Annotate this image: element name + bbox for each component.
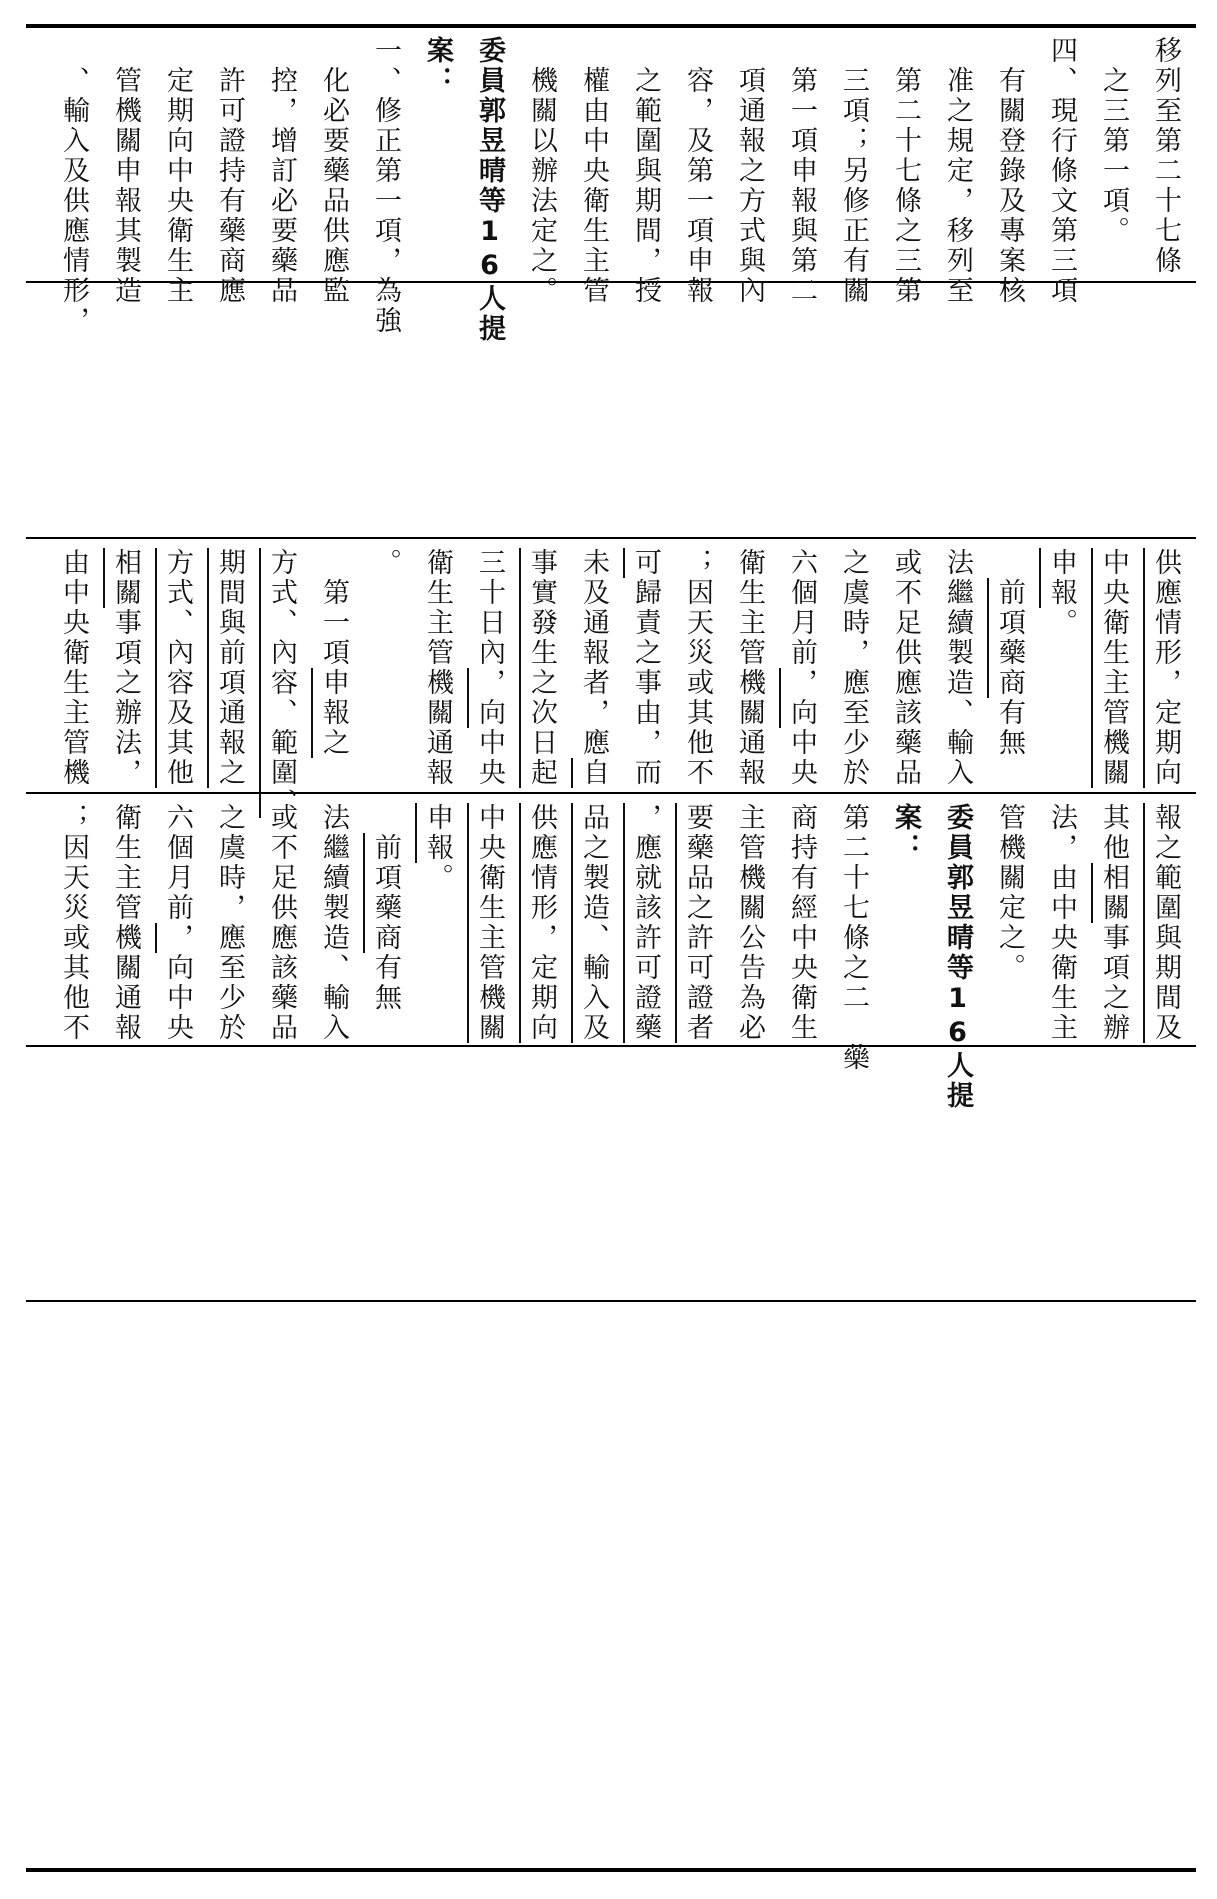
body-text xyxy=(994,548,1025,578)
text-line xyxy=(1035,548,1087,786)
text-line xyxy=(411,36,463,276)
underlined-text: 申報之 xyxy=(318,668,349,758)
body-text: 准之規定，移列至 xyxy=(942,36,973,306)
divider-3 xyxy=(26,792,1196,794)
body-text: 之虞時，應至少於 xyxy=(214,803,245,1043)
heading-text: 委員郭昱晴等16人提 xyxy=(474,36,505,344)
text-line xyxy=(619,36,671,306)
text-line xyxy=(723,803,775,1041)
body-text: 許可證持有藥商應 xyxy=(214,36,245,306)
text-line xyxy=(359,803,411,1041)
text-line xyxy=(983,36,1035,306)
text-line xyxy=(1087,36,1139,276)
text-line xyxy=(879,548,931,786)
text-line xyxy=(515,803,567,1041)
body-text: 中央 xyxy=(786,728,817,788)
body-text: 有無 xyxy=(370,953,401,1013)
text-line xyxy=(1139,36,1191,276)
text-line xyxy=(827,548,879,786)
underlined-text: ，向 xyxy=(786,668,817,728)
top-rule xyxy=(26,24,1196,28)
text-line xyxy=(203,548,255,786)
body-text: 或不足供應該藥品 xyxy=(890,548,921,788)
text-line xyxy=(307,36,359,306)
body-text: 衛生主管機關通報 xyxy=(110,803,141,1043)
text-line xyxy=(307,548,359,786)
text-line xyxy=(827,36,879,306)
text-line xyxy=(255,803,307,1041)
body-text: 三十日內 xyxy=(474,548,505,668)
text-line xyxy=(723,36,775,306)
body-text: 三項；另修正有關 xyxy=(838,36,869,306)
body-text: 之範圍與期間，授 xyxy=(630,36,661,306)
text-line xyxy=(567,803,619,1041)
body-text: 控，增訂必要藥品 xyxy=(266,36,297,306)
text-line xyxy=(827,803,879,1073)
text-line xyxy=(775,803,827,1041)
text-line xyxy=(463,36,515,344)
underlined-text: 供應情形，定期向 xyxy=(1150,548,1181,788)
underlined-text: ，向 xyxy=(474,668,505,728)
text-line xyxy=(567,36,619,306)
text-line xyxy=(619,548,671,786)
bottom-rule xyxy=(26,1868,1196,1872)
body-text: 第一項申報與第二 xyxy=(786,36,817,306)
body-text: 第二十七條之三第 xyxy=(890,36,921,306)
text-line xyxy=(99,36,151,306)
underlined-text: 期間與前項通報之 xyxy=(214,548,245,788)
text-line xyxy=(255,548,307,818)
text-line xyxy=(151,803,203,1041)
text-line xyxy=(1035,803,1087,1041)
underlined-text: 前項藥商 xyxy=(994,578,1025,698)
body-text: 權由中央衛生主管 xyxy=(578,36,609,306)
text-line xyxy=(879,803,931,1041)
text-line xyxy=(775,36,827,306)
text-line xyxy=(931,803,983,1111)
text-line xyxy=(931,36,983,306)
body-text: 由中央衛生主管機 xyxy=(58,548,89,788)
text-line xyxy=(463,548,515,786)
text-line xyxy=(775,548,827,786)
text-line xyxy=(47,548,99,786)
underlined-text: 相關 xyxy=(1098,863,1129,923)
text-line xyxy=(619,803,671,1041)
body-text: 歸責之事由，而 xyxy=(630,578,661,788)
text-line xyxy=(1087,548,1139,786)
underlined-text: 要藥品之許可證者 xyxy=(682,803,713,1043)
heading-text: 案： xyxy=(422,36,453,96)
body-text: 法，由中央衛生主 xyxy=(1046,803,1077,1043)
text-line xyxy=(1035,36,1087,306)
text-line xyxy=(359,548,411,786)
body-text: 管機關申報其製造 xyxy=(110,36,141,306)
underlined-text: 事實發生之次日起 xyxy=(526,548,557,788)
underlined-text: 中央衛生主管機關 xyxy=(1098,548,1129,788)
body-text: 衛生主管機關通報 xyxy=(734,548,765,788)
body-text: ；因天災或其他不 xyxy=(58,803,89,1043)
body-text: 第一項 xyxy=(318,548,349,668)
text-line xyxy=(47,36,99,336)
text-line xyxy=(151,548,203,786)
underlined-text: 中央衛生主管機關 xyxy=(474,803,505,1043)
text-block-upper-right xyxy=(41,36,1191,344)
body-text: 事項之辦 xyxy=(1098,923,1129,1043)
text-line xyxy=(203,36,255,306)
underlined-text: 方式、內容及其他 xyxy=(162,548,193,788)
heading-text: 委員郭昱晴等16人提 xyxy=(942,803,973,1111)
body-text: 未及通報者，應 xyxy=(578,548,609,758)
body-text: 六個月前 xyxy=(162,803,193,923)
text-block-middle-right xyxy=(41,548,1191,818)
body-text: 向中央 xyxy=(162,953,193,1043)
body-text: 。 xyxy=(422,863,453,893)
underlined-text: 供應情形，定期向 xyxy=(526,803,557,1043)
text-line xyxy=(463,803,515,1041)
text-line xyxy=(1139,548,1191,786)
text-line xyxy=(567,548,619,786)
body-text: 之三第一項。 xyxy=(1098,36,1129,246)
body-text: 衛生主管機關通報 xyxy=(422,548,453,788)
underlined-text: 前項藥商 xyxy=(370,833,401,953)
underlined-text: ， xyxy=(162,923,193,953)
underlined-text: 報之範圍與期間及 xyxy=(1150,803,1181,1043)
text-line xyxy=(671,36,723,306)
text-line xyxy=(983,548,1035,786)
underlined-text: 方式、內容、範圍、 xyxy=(266,548,297,818)
text-line xyxy=(671,548,723,786)
underlined-text: 自 xyxy=(578,758,609,788)
body-text: 第二十七條之二 藥 xyxy=(838,803,869,1073)
underlined-text: 申報 xyxy=(1046,548,1077,608)
underlined-text: 品之製造、輸入及 xyxy=(578,803,609,1043)
underlined-text: ，應就該許可證藥 xyxy=(630,803,661,1043)
body-text: 容，及第一項申報 xyxy=(682,36,713,306)
text-line xyxy=(515,36,567,306)
text-line xyxy=(99,803,151,1041)
body-text: 、輸入及供應情形， xyxy=(58,36,89,336)
text-line xyxy=(515,548,567,786)
text-line xyxy=(671,803,723,1041)
body-text: 事項之辦法， xyxy=(110,608,141,788)
body-text: 化必要藥品供應監 xyxy=(318,36,349,306)
body-text: 一、修正第一項，為強 xyxy=(370,36,401,336)
body-text: ；因天災或其他不 xyxy=(682,548,713,788)
body-text: 或不足供應該藥品 xyxy=(266,803,297,1043)
body-text: 四、現行條文第三項 xyxy=(1046,36,1077,306)
body-text: 。 xyxy=(370,548,401,578)
body-text: 有無 xyxy=(994,698,1025,758)
body-text xyxy=(370,803,401,833)
underlined-text: 申報 xyxy=(422,803,453,863)
body-text: 其他 xyxy=(1098,803,1129,863)
body-text: 有關登錄及專案核 xyxy=(994,36,1025,306)
body-text: 六個月前 xyxy=(786,548,817,668)
body-text: 管機關定之。 xyxy=(994,803,1025,983)
body-text: 。 xyxy=(1046,608,1077,638)
body-text: 法繼續製造、輸入 xyxy=(318,803,349,1043)
divider-5 xyxy=(26,1300,1196,1302)
underlined-text: 可 xyxy=(630,548,661,578)
heading-text: 案： xyxy=(890,803,921,863)
body-text: 法繼續製造、輸入 xyxy=(942,548,973,788)
text-line xyxy=(255,36,307,306)
body-text: 移列至第二十七條 xyxy=(1150,36,1181,276)
body-text: 項通報之方式與內 xyxy=(734,36,765,306)
text-line xyxy=(931,548,983,786)
text-line xyxy=(151,36,203,306)
body-text: 商持有經中央衛生 xyxy=(786,803,817,1043)
body-text: 之虞時，應至少於 xyxy=(838,548,869,788)
text-line xyxy=(307,803,359,1041)
divider-2 xyxy=(26,537,1196,539)
text-line xyxy=(411,803,463,1041)
body-text: 主管機關公告為必 xyxy=(734,803,765,1043)
text-line xyxy=(203,803,255,1041)
text-line xyxy=(99,548,151,786)
body-text: 機關以辦法定之。 xyxy=(526,36,557,306)
underlined-text: 相關 xyxy=(110,548,141,608)
divider-4 xyxy=(26,1045,1196,1047)
text-line xyxy=(1087,803,1139,1041)
text-line xyxy=(411,548,463,786)
body-text: 中央 xyxy=(474,728,505,788)
text-line xyxy=(1139,803,1191,1041)
text-line xyxy=(723,548,775,786)
text-line xyxy=(359,36,411,336)
text-block-middle-left xyxy=(41,803,1191,1111)
text-line xyxy=(879,36,931,306)
text-line xyxy=(47,803,99,1041)
text-line xyxy=(983,803,1035,1041)
body-text: 定期向中央衛生主 xyxy=(162,36,193,306)
